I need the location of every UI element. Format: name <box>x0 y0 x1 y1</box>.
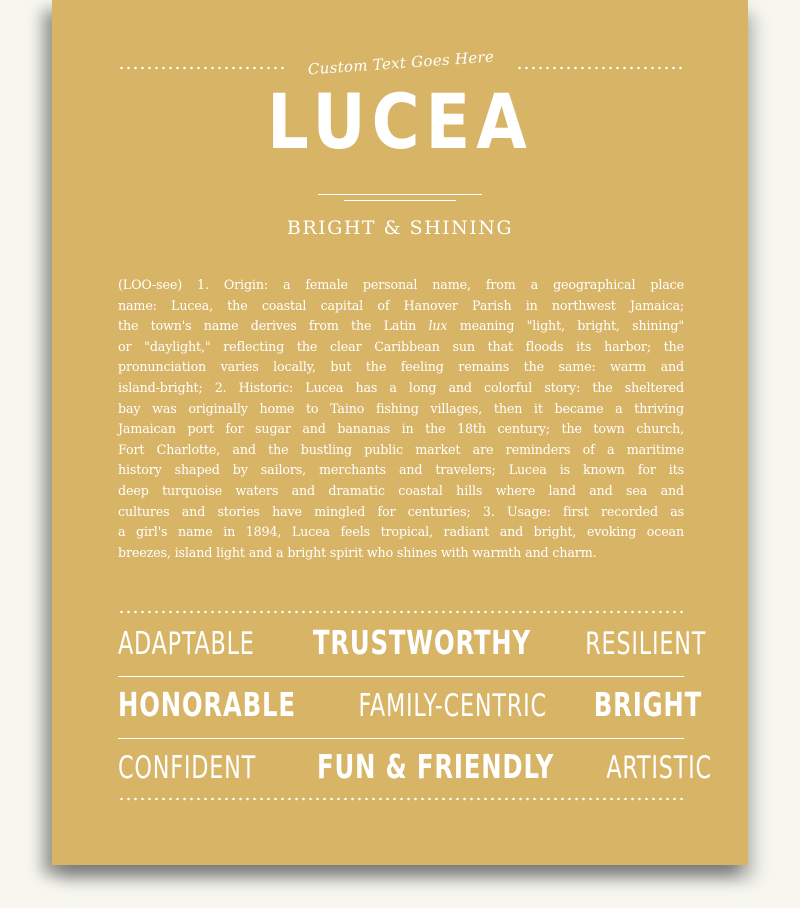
trait-word: RESILIENT <box>584 626 706 662</box>
dotted-divider-right <box>516 66 684 70</box>
trait-word: CONFIDENT <box>118 750 257 786</box>
custom-text: Custom Text Goes Here <box>307 47 495 79</box>
definition-line: (LOO-see) 1. Origin: a female personal name, from a geographical place <box>118 277 684 292</box>
trait-row-3 <box>118 747 712 794</box>
poster-name-title: LUCEA <box>267 77 533 166</box>
definition-line: a girl's name in 1894, Lucea feels tropical, radiant and bright, evoking ocean <box>118 524 684 540</box>
definition-line: breezes, island light and a bright spirit who shines with warmth and charm. <box>118 544 597 560</box>
trait-row-1 <box>118 623 706 670</box>
dotted-divider-traits-top <box>118 610 684 614</box>
trait-word: TRUSTWORTHY <box>312 623 531 662</box>
trait-word: BRIGHT <box>594 685 703 724</box>
trait-row-divider <box>118 738 684 739</box>
definition-line: history shaped by sailors, merchants and travelers; Lucea is known for its <box>118 462 684 478</box>
dotted-divider-left <box>118 66 286 70</box>
title-rule-top <box>318 194 482 195</box>
definition-line: deep turquoise waters and dramatic coastal hills where land and sea and <box>118 482 684 498</box>
title-rule-bottom <box>344 200 456 201</box>
trait-word: ARTISTIC <box>605 750 712 786</box>
definition-line: island-bright; 2. Historic: Lucea has a long and colorful story: the sheltered <box>118 379 684 395</box>
name-definition <box>118 275 684 563</box>
definition-line: bay was originally home to Taino fishing villages, then it became a thriving <box>118 400 684 416</box>
name-meaning: BRIGHT & SHINING <box>286 217 514 239</box>
definition-line: cultures and stories have mingled for centuries; 3. Usage: first recorded as <box>118 503 684 519</box>
definition-line: Fort Charlotte, and the bustling public market are reminders of a maritime <box>118 441 684 457</box>
definition-line: pronunciation varies locally, but the feeling remains the same: warm and <box>118 359 684 375</box>
trait-row-divider <box>118 676 684 677</box>
trait-word: FUN & FRIENDLY <box>316 747 554 786</box>
trait-row-2 <box>118 685 703 732</box>
definition-line: or "daylight," reflecting the clear Caribbean sun that floods its harbor; the <box>118 338 684 354</box>
trait-word: ADAPTABLE <box>118 626 255 662</box>
definition-line: name: Lucea, the coastal capital of Hanover Parish in northwest Jamaica; <box>118 297 684 313</box>
dotted-divider-traits-bottom <box>118 797 684 801</box>
name-poster <box>52 0 748 865</box>
definition-line: the town's name derives from the Latin lux meaning "light, bright, shining" <box>118 318 685 334</box>
trait-word: FAMILY-CENTRIC <box>358 688 547 724</box>
definition-line: Jamaican port for sugar and bananas in the 18th century; the town church, <box>118 421 684 437</box>
trait-word: HONORABLE <box>118 685 296 724</box>
